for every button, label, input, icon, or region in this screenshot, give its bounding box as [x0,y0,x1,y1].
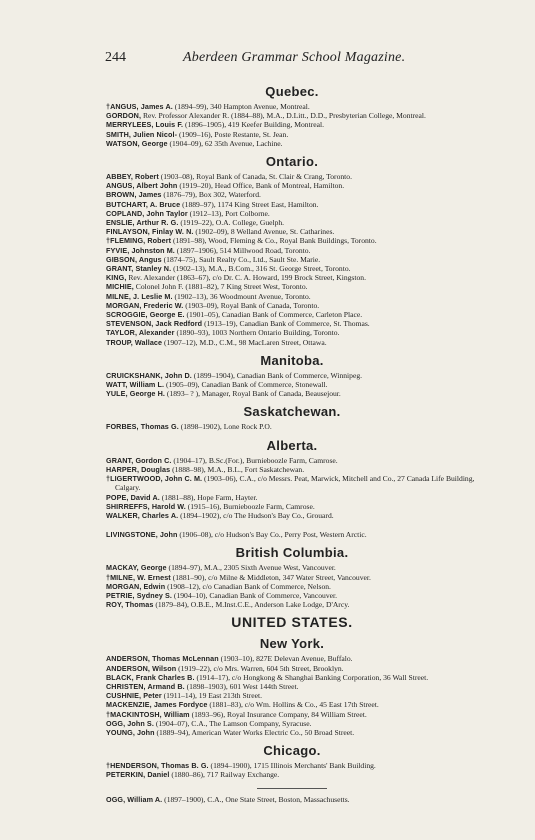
list-item [106,511,478,520]
page-number: 244 [105,50,126,65]
section-heading: New York. [259,636,325,652]
list-item [106,130,478,139]
list-item [106,190,478,199]
entry-detail: (1919–20), Head Office, Bank of Montreal, Hamilton. [177,181,345,191]
us-sections [106,636,478,779]
entry-name: †HENDERSON, Thomas B. G. [106,761,209,771]
entry-detail: (1904–10), Canadian Bank of Commerce, Vancouver. [172,590,337,600]
entry-detail: (1891–98), Wood, Fleming & Co., Royal Bank Buildings, Toronto. [171,236,377,246]
entry-name: MERRYLEES, Louis F. [106,120,184,130]
entry-detail: (1903–09), Royal Bank of Canada, Toronto. [183,300,320,310]
entry-name: FINLAYSON, Finlay W. N. [106,227,194,237]
entry-name: FORBES, Thomas G. [106,422,179,432]
entry-detail: (1909–16), Poste Restante, St. Jean. [177,129,289,139]
list-item [106,761,478,770]
entry-name: YOUNG, John [106,727,155,737]
entry-name: MORGAN, Edwin [106,581,166,591]
list-item [106,282,478,291]
entry-name: POPE, David A. [106,492,160,502]
list-item [106,600,478,609]
list-item [106,319,478,328]
list-item [106,328,478,337]
list-item [106,264,478,273]
entry-detail: (1889–97), 1174 King Street East, Hamilton. [180,199,319,209]
entry-detail: (1894–1902), c/o The Hudson's Bay Co., Grouard. [178,510,334,520]
list-item [106,111,478,120]
list-item [106,770,478,779]
entry-name: CHRISTEN, Armand B. [106,681,185,691]
entry-detail: (1874–75), Sault Realty Co., Ltd., Sault Ste. Marie. [161,254,321,264]
entry-list [106,422,478,431]
list-item [106,200,478,209]
entry-name: KING, [106,273,127,283]
list-item [106,563,478,572]
entry-name: BLACK, Frank Charles B. [106,672,195,682]
entry-list [106,456,478,520]
entry-detail: (1914–17), c/o Hongkong & Shanghai Banking Corporation, 36 Wall Street. [194,672,429,682]
entry-name: CRUICKSHANK, John D. [106,370,192,380]
entry-detail: (1902–13), M.A., B.Com., 316 St. George Street, Toronto. [171,264,351,274]
final-entry [106,795,478,804]
list-item [106,273,478,282]
entry-name: BUTCHART, A. Bruce [106,199,181,209]
entry-name: SCROGGIE, George E. [106,310,185,320]
entry-detail: (1894–99), 340 Hampton Avenue, Montreal. [172,102,310,111]
entry-detail: (1890–93), 1003 Northern Ontario Building, Toronto. [174,328,340,338]
entry-name: WATSON, George [106,138,168,148]
entry-name: GIBSON, Angus [106,254,162,264]
entry-detail: (1889–94), American Water Works Electric Co., 50 Broad Street. [154,727,355,737]
list-item [106,246,478,255]
list-item [106,389,478,398]
entry-detail: (1902–09), 8 Welland Avenue, St. Catharines. [193,227,335,237]
entry-name: ANDERSON, Thomas McLennan [106,654,219,664]
list-item [106,380,478,389]
entry-detail: Colonel John F. (1881–82), 7 King Street West, Toronto. [133,282,308,292]
entry-name: FYVIE, Johnston M. [106,245,175,255]
entry-detail: (1904–09), 62 35th Avenue, Lachine. [167,138,283,148]
entry-name: †MILNE, W. Ernest [106,572,171,582]
entry-detail: (1908–12), c/o Canadian Bank of Commerce, Nelson. [165,581,331,591]
list-item [106,181,478,190]
entry-detail: (1904–17), B.Sc.(For.), Burnieboozle Farm, Camrose. [171,455,338,465]
country-heading: UNITED STATES. [231,614,353,631]
entry-name: GORDON, [106,111,142,121]
running-title: Aberdeen Grammar School Magazine. [183,50,406,65]
section-heading: Ontario. [265,154,319,170]
section-heading: British Columbia. [235,545,349,561]
entry-detail: (1876–79), Box 302, Waterford. [161,190,261,200]
separator-rule [257,788,327,789]
entry-name: SHIRREFFS, Harold W. [106,501,186,511]
entry-detail: (1893– ? ), Manager, Royal Bank of Canada, Beausejour. [165,389,341,399]
entry-detail: (1898–1902), Lone Rock P.O. [178,422,272,432]
entry-detail: (1899–1904), Canadian Bank of Commerce, Winnipeg. [191,370,363,380]
list-item [106,310,478,319]
entry-detail: (1913–19), Canadian Bank of Commerce, St. Thomas. [202,319,370,329]
entry-detail: (1919–22), O.A. College, Guelph. [178,218,285,228]
entry-name: HARPER, Douglas [106,464,171,474]
entry-detail: (1919–22), c/o Mrs. Warren, 604 5th Street, Brooklyn. [176,663,344,673]
section-heading: Quebec. [265,84,319,99]
entry-name: STEVENSON, Jack Redford [106,319,203,329]
entry-detail: (1912–13), Port Colborne. [187,208,270,218]
entry-detail: (1896–1905), 419 Keefer Building, Montreal. [183,120,324,130]
entry-list [106,172,478,347]
list-item [106,371,478,380]
list-item [106,338,478,347]
entry-list [106,563,478,609]
entry-name: †FLEMING, Robert [106,236,172,246]
entry-detail: (1915–16), Burnieboozle Farm, Camrose. [185,501,315,511]
list-item [106,710,478,719]
page-header [105,50,465,70]
entry-list [106,654,478,737]
entry-detail: (1906–08), c/o Hudson's Bay Co., Perry Post, Western Arctic. [177,530,367,540]
entry-detail: (1903–08), Royal Bank of Canada, St. Clair & Crang, Toronto. [158,172,352,182]
entry-name: ANGUS, Albert John [106,181,178,191]
list-item [106,236,478,245]
bc-sections [106,545,478,609]
entry-detail: (1898–1903), 601 West 144th Street. [184,681,299,691]
list-item [106,209,478,218]
list-item [106,691,478,700]
entry-name: MORGAN, Frederic W. [106,300,184,310]
entry-name: OGG, John S. [106,718,154,728]
entry-detail: (1881–88), Hope Farm, Hayter. [159,492,258,502]
entry-name: CUSHNIE, Peter [106,691,162,701]
list-item [106,465,478,474]
entry-detail: (1897–1906), 514 Millwood Road, Toronto. [174,245,311,255]
entry-name: ABBEY, Robert [106,172,159,182]
list-item [106,682,478,691]
list-item [106,292,478,301]
list-item [106,673,478,682]
entry-detail: (1904–07), C.A., The Lamson Company, Syracuse. [153,718,312,728]
list-item [106,255,478,264]
entry-detail: (1888–98), M.A., B.L., Fort Saskatchewan. [170,464,305,474]
entry-name: †ANGUS, James A. [106,102,173,111]
entry-name: GRANT, Stanley N. [106,264,172,274]
canada-sections [106,84,478,520]
entry-detail: (1893–96), Royal Insurance Company, 84 William Street. [189,709,367,719]
list-item [106,573,478,582]
section-heading: Saskatchewan. [243,404,341,420]
entry-name: SMITH, Julien Nicol- [106,129,178,139]
section-heading: Alberta. [266,437,318,453]
list-item [106,591,478,600]
entry-detail: (1905–09), Canadian Bank of Commerce, Stonewall. [164,380,328,390]
list-item [106,422,478,431]
entry-list [106,371,478,399]
entry-detail: (1907–12), M.D., C.M., 98 MacLaren Street, Ottawa. [162,337,327,347]
standalone-entry [106,530,478,539]
entry-name: MICHIE, [106,282,134,292]
entry-list [106,102,478,148]
entry-name: PETERKIN, Daniel [106,770,170,780]
entry-detail: (1881–83), c/o Wm. Hollins & Co., 45 East 17th Street. [207,700,379,710]
section-heading: Manitoba. [260,352,324,368]
entry-name: †LIGERTWOOD, John C. M. [106,474,203,484]
list-item [106,728,478,737]
entry-detail: (1901–05), Canadian Bank of Commerce, Carleton Place. [184,310,363,320]
entry-name: ANDERSON, Wilson [106,663,177,673]
entry-name: GRANT, Gordon C. [106,455,172,465]
entry-name: YULE, George H. [106,389,166,399]
entry-name: ENSLIE, Arthur R. G. [106,218,179,228]
entry-name: ROY, Thomas [106,600,154,610]
entry-name: TROUP, Wallace [106,337,163,347]
entry-detail: (1881–90), c/o Milne & Middleton, 347 Water Street, Vancouver. [170,572,371,582]
entry-name: †MACKINTOSH, William [106,709,190,719]
list-item [106,654,478,663]
page-content [106,78,478,804]
list-item [106,664,478,673]
entry-detail: (1894–1900), 1715 Illinois Merchants' Bank Building. [208,761,376,771]
entry-detail: (1903–10), 827E Delevan Avenue, Buffalo. [218,654,353,664]
list-item [106,493,478,502]
list-item [106,474,478,492]
list-item [106,700,478,709]
list-item [106,218,478,227]
entry-name: OGG, William A. [106,794,163,804]
entry-name: WATT, William L. [106,380,165,390]
entry-detail: Rev. Professor Alexander R. (1884–88), M.A., D.Litt., D.D., Presbyterian College, Montreal. [141,111,426,121]
list-item [106,582,478,591]
entry-name: COPLAND, John Taylor [106,208,188,218]
entry-detail: (1879–84), O.B.E., M.Inst.C.E., Anderson Lake Lodge, D'Arcy. [153,600,350,610]
list-item [106,120,478,129]
entry-detail: (1903–06), C.A., c/o Messrs. Peat, Marwick, Mitchell and Co., 27 Canada Life Building, Calgary. [115,474,475,493]
list-item [106,719,478,728]
list-item [106,227,478,236]
entry-name: TAYLOR, Alexander [106,328,175,338]
list-item [106,502,478,511]
entry-name: MACKAY, George [106,563,167,573]
entry-detail: (1911–14), 19 East 213th Street. [161,691,263,701]
entry-name: LIVINGSTONE, John [106,530,178,540]
entry-detail: Rev. Alexander (1863–67), c/o Dr. C. A. Howard, 199 Brock Street, Kingston. [126,273,366,283]
entry-detail: (1880–86), 717 Railway Exchange. [169,770,280,780]
entry-name: MACKENZIE, James Fordyce [106,700,208,710]
entry-detail: (1894–97), M.A., 2305 Sixth Avenue West, Vancouver. [166,563,336,573]
entry-name: BROWN, James [106,190,162,200]
list-item [106,102,478,111]
list-item [106,172,478,181]
entry-detail: (1897–1900), C.A., One State Street, Boston, Massachusetts. [162,794,350,804]
entry-name: WALKER, Charles A. [106,510,179,520]
entry-name: PETRIE, Sydney S. [106,590,173,600]
entry-list [106,761,478,779]
list-item [106,139,478,148]
list-item [106,301,478,310]
list-item [106,456,478,465]
entry-name: MILNE, J. Leslie M. [106,291,173,301]
section-heading: Chicago. [263,743,321,759]
entry-detail: (1902–13), 36 Woodmount Avenue, Toronto. [172,291,311,301]
